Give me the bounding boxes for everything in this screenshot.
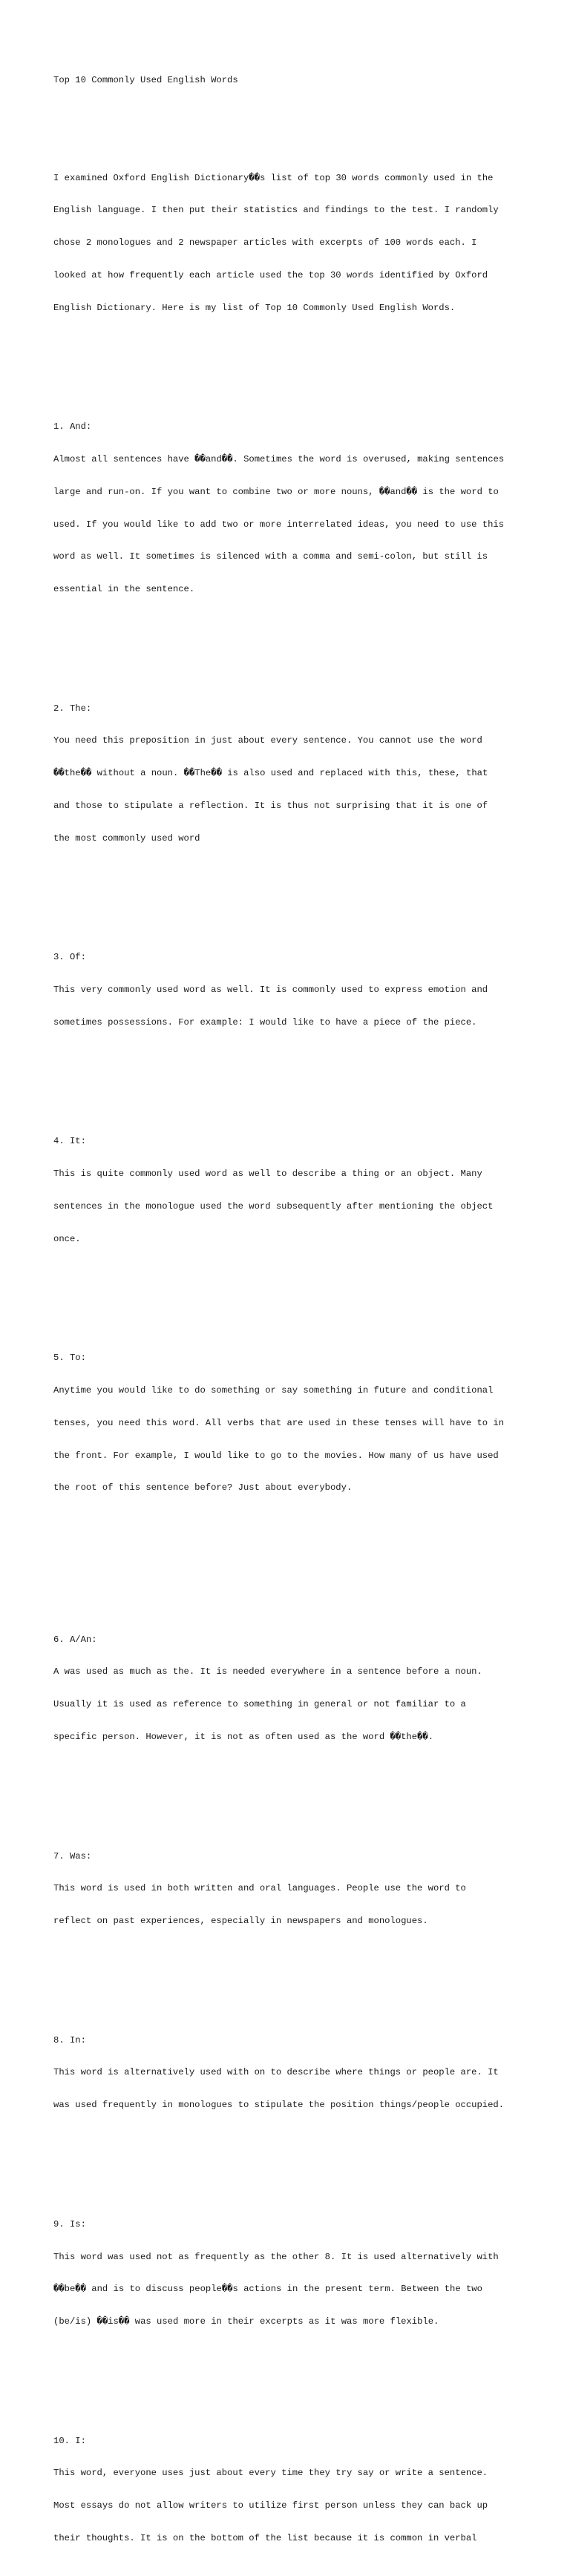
section-to — [53, 1331, 528, 1515]
blank-line — [53, 108, 528, 119]
blank-line — [53, 1786, 528, 1797]
section-line: reflect on past experiences, especially in newspapers and monologues. — [53, 1916, 428, 1927]
section-line: their thoughts. It is on the bottom of the list because it is common in verbal — [53, 2532, 477, 2543]
section-in — [53, 2013, 528, 2132]
section-line: This very commonly used word as well. It is commonly used to express emotion and — [53, 985, 488, 996]
document-page — [53, 53, 528, 2576]
section-line: Almost all sentences have ��and��. Sometimes the word is overused, making sentences — [53, 453, 505, 464]
section-was — [53, 1829, 528, 1948]
section-line: sentences in the monologue used the word subsequently after mentioning the object — [53, 1200, 494, 1212]
section-line: the front. For example, I would like to go to the movies. How many of us have used — [53, 1450, 499, 1461]
blank-line — [53, 1569, 528, 1580]
intro-line: chose 2 monologues and 2 newspaper articles with excerpts of 100 words each. I — [53, 237, 477, 249]
section-line: the root of this sentence before? Just about everybody. — [53, 1482, 353, 1494]
section-a-an — [53, 1613, 528, 1764]
blank-line — [53, 2154, 528, 2165]
section-i — [53, 2414, 528, 2565]
section-line: ��be�� and is to discuss people��s actions in the present term. Between the two — [53, 2284, 482, 2295]
section-is — [53, 2198, 528, 2349]
blank-line — [53, 1288, 528, 1299]
intro-paragraph — [53, 151, 528, 335]
section-line: This word is alternatively used with on to describe where things or people are. It — [53, 2067, 499, 2078]
intro-line: I examined Oxford English Dictionary��s list of top 30 words commonly used in the — [53, 172, 494, 183]
blank-line — [53, 2370, 528, 2382]
section-line: and those to stipulate a reflection. It is thus not surprising that it is one of — [53, 800, 488, 811]
blank-line — [53, 887, 528, 898]
blank-line — [53, 1537, 528, 1548]
section-line: word as well. It sometimes is silenced with a comma and semi-colon, but still is — [53, 551, 488, 562]
section-heading: 2. The: — [53, 703, 92, 714]
section-heading: 7. Was: — [53, 1850, 92, 1862]
blank-line — [53, 1071, 528, 1082]
section-heading: 5. To: — [53, 1353, 86, 1364]
section-line: You need this preposition in just about every sentence. You cannot use the word — [53, 735, 482, 746]
section-line: was used frequently in monologues to stipulate the position things/people occupied. — [53, 2100, 505, 2111]
section-line: This word, everyone uses just about every time they try say or write a sentence. — [53, 2468, 488, 2479]
blank-line — [53, 1970, 528, 1981]
section-line: This word was used not as frequently as the other 8. It is used alternatively with — [53, 2251, 499, 2262]
section-line: used. If you would like to add two or more interrelated ideas, you need to use this — [53, 519, 505, 530]
intro-line: English Dictionary. Here is my list of Top 10 Commonly Used English Words. — [53, 302, 456, 313]
section-the — [53, 681, 528, 865]
blank-line — [53, 357, 528, 368]
section-heading: 8. In: — [53, 2034, 86, 2046]
section-line: This word is used in both written and oral languages. People use the word to — [53, 1883, 466, 1894]
section-heading: 9. Is: — [53, 2218, 86, 2230]
section-and — [53, 400, 528, 617]
intro-line: looked at how frequently each article used the top 30 words identified by Oxford — [53, 269, 488, 280]
section-line: (be/is) ��is�� was used more in their excerpts as it was more flexible. — [53, 2316, 439, 2327]
document-title: Top 10 Commonly Used English Words — [53, 75, 238, 86]
section-line: Most essays do not allow writers to utilize first person unless they can back up — [53, 2500, 488, 2511]
section-of — [53, 930, 528, 1050]
section-heading: 1. And: — [53, 421, 92, 433]
section-line: This is quite commonly used word as well to describe a thing or an object. Many — [53, 1169, 482, 1180]
section-line: Usually it is used as reference to something in general or not familiar to a — [53, 1699, 466, 1710]
section-line: tenses, you need this word. All verbs that are used in these tenses will have to in — [53, 1417, 505, 1428]
section-line: Anytime you would like to do something or say something in future and conditional — [53, 1385, 494, 1396]
section-line: the most commonly used word — [53, 832, 200, 844]
section-heading: 10. I: — [53, 2435, 86, 2446]
section-line: A was used as much as the. It is needed everywhere in a sentence before a noun. — [53, 1666, 482, 1678]
section-line: ��the�� without a noun. ��The�� is also used and replaced with this, these, that — [53, 768, 488, 779]
section-heading: 4. It: — [53, 1136, 86, 1147]
section-line: sometimes possessions. For example: I would like to have a piece of the piece. — [53, 1016, 477, 1028]
section-line: once. — [53, 1233, 81, 1244]
section-it — [53, 1114, 528, 1266]
section-line: essential in the sentence. — [53, 584, 195, 595]
section-line: large and run-on. If you want to combine two or more nouns, ��and�� is the word to — [53, 486, 499, 497]
section-heading: 6. A/An: — [53, 1634, 97, 1645]
intro-line: English language. I then put their statistics and findings to the test. I randomly — [53, 205, 499, 216]
section-line: specific person. However, it is not as often used as the word ��the��. — [53, 1732, 434, 1743]
section-heading: 3. Of: — [53, 952, 86, 963]
blank-line — [53, 638, 528, 649]
